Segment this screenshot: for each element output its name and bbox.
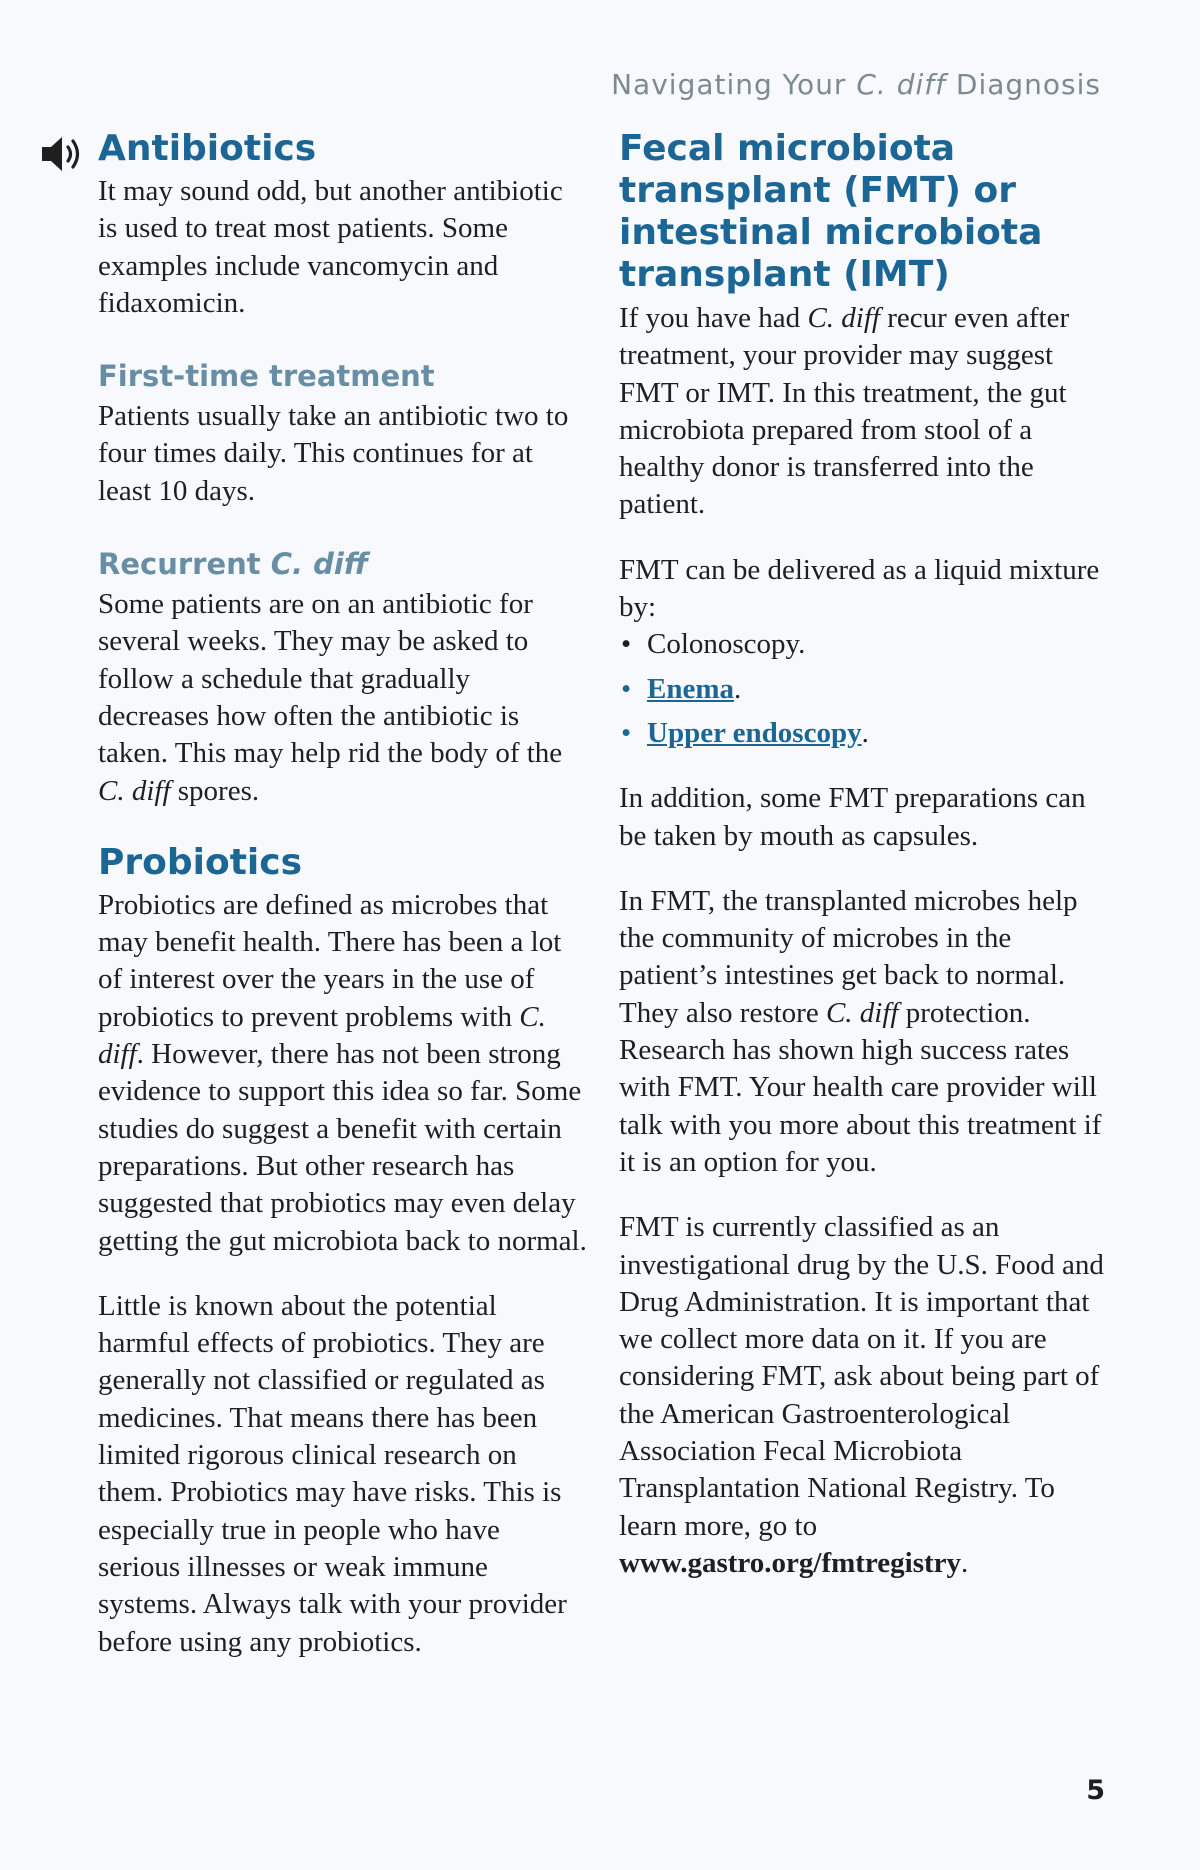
enema-link[interactable]: Enema	[647, 672, 734, 705]
fmt-text-microbes: In FMT, the transplanted microbes help the community of microbes in the patient’s intestines get back to normal. They also restore C. diff protection. Research has shown high success rates with FMT. Your health care provider will talk with you more about this treatment if it is an option for you.	[619, 884, 1102, 1178]
speaker-icon[interactable]	[40, 134, 86, 174]
fmt-delivery-intro: FMT can be delivered as a liquid mixture by:	[619, 553, 1100, 624]
list-item-enema: • Enema.	[619, 671, 1109, 708]
upper-endoscopy-link[interactable]: Upper endoscopy	[647, 716, 862, 749]
antibiotics-text: It may sound odd, but another antibiotic is used to treat most patients. Some examples include vancomycin and fidaxomicin.	[98, 175, 563, 319]
probiotics-text-1: Probiotics are defined as microbes that may benefit health. There has been a lot of interest over the years in the use of probiotics to prevent problems with C. diff. However, there has not been strong evidence to support this idea so far. Some studies do suggest a benefit with certain preparations. But other research has suggested that probiotics may even delay getting the gut microbiota back to normal.	[98, 888, 587, 1257]
recurrent-section	[98, 546, 588, 810]
first-time-heading: First-time treatment	[98, 359, 435, 394]
fmt-text-1: If you have had C. diff recur even after treatment, your provider may suggest FMT or IMT. In this treatment, the gut microbiota prepared from stool of a healthy donor is transferred into the patient.	[619, 302, 1070, 521]
list-item-upper-endoscopy: • Upper endoscopy.	[619, 715, 1109, 752]
list-item-colonoscopy: • Colonoscopy.	[619, 626, 1109, 663]
recurrent-heading: Recurrent C. diff	[98, 547, 368, 582]
registry-url[interactable]: www.gastro.org/fmtregistry	[619, 1546, 962, 1579]
probiotics-heading: Probiotics	[98, 841, 303, 883]
probiotics-section	[98, 842, 588, 1661]
fmt-section	[619, 128, 1109, 1582]
first-time-section	[98, 358, 588, 510]
page-number: 5	[1086, 1775, 1105, 1806]
probiotics-text-2: Little is known about the potential harmful effects of probiotics. They are generally not classified or regulated as medicines. That means there has been limited rigorous clinical research on them. Probiotics may have risks. This is especially true in people who have serious illnesses or weak immune systems. Always talk with your provider before using any probiotics.	[98, 1289, 567, 1658]
first-time-text: Patients usually take an antibiotic two to four times daily. This continues for at least 10 days.	[98, 400, 569, 507]
fmt-heading: Fecal microbiota transplant (FMT) or intestinal microbiota transplant (IMT)	[619, 128, 1043, 295]
recurrent-text: Some patients are on an antibiotic for several weeks. They may be asked to follow a schedule that gradually decreases how often the antibiotic is taken. This may help rid the body of the C. diff spores.	[98, 588, 563, 807]
antibiotics-section	[98, 128, 588, 322]
left-column	[98, 128, 588, 1661]
fmt-delivery-list	[619, 626, 1109, 752]
running-header: Navigating Your C. diff Diagnosis	[611, 68, 1101, 101]
fmt-text-capsules: In addition, some FMT preparations can be taken by mouth as capsules.	[619, 782, 1086, 852]
right-column	[619, 128, 1109, 1582]
fmt-text-registry: FMT is currently classified as an investigational drug by the U.S. Food and Drug Administration. It is important that we collect more data on it. If you are considering FMT, ask about being part of the American Gastroenterological Association Fecal Microbiota Transplantation National Registry. To learn more, go to www.gastro.org/fmtregistry.	[619, 1211, 1104, 1579]
antibiotics-heading: Antibiotics	[98, 128, 317, 169]
